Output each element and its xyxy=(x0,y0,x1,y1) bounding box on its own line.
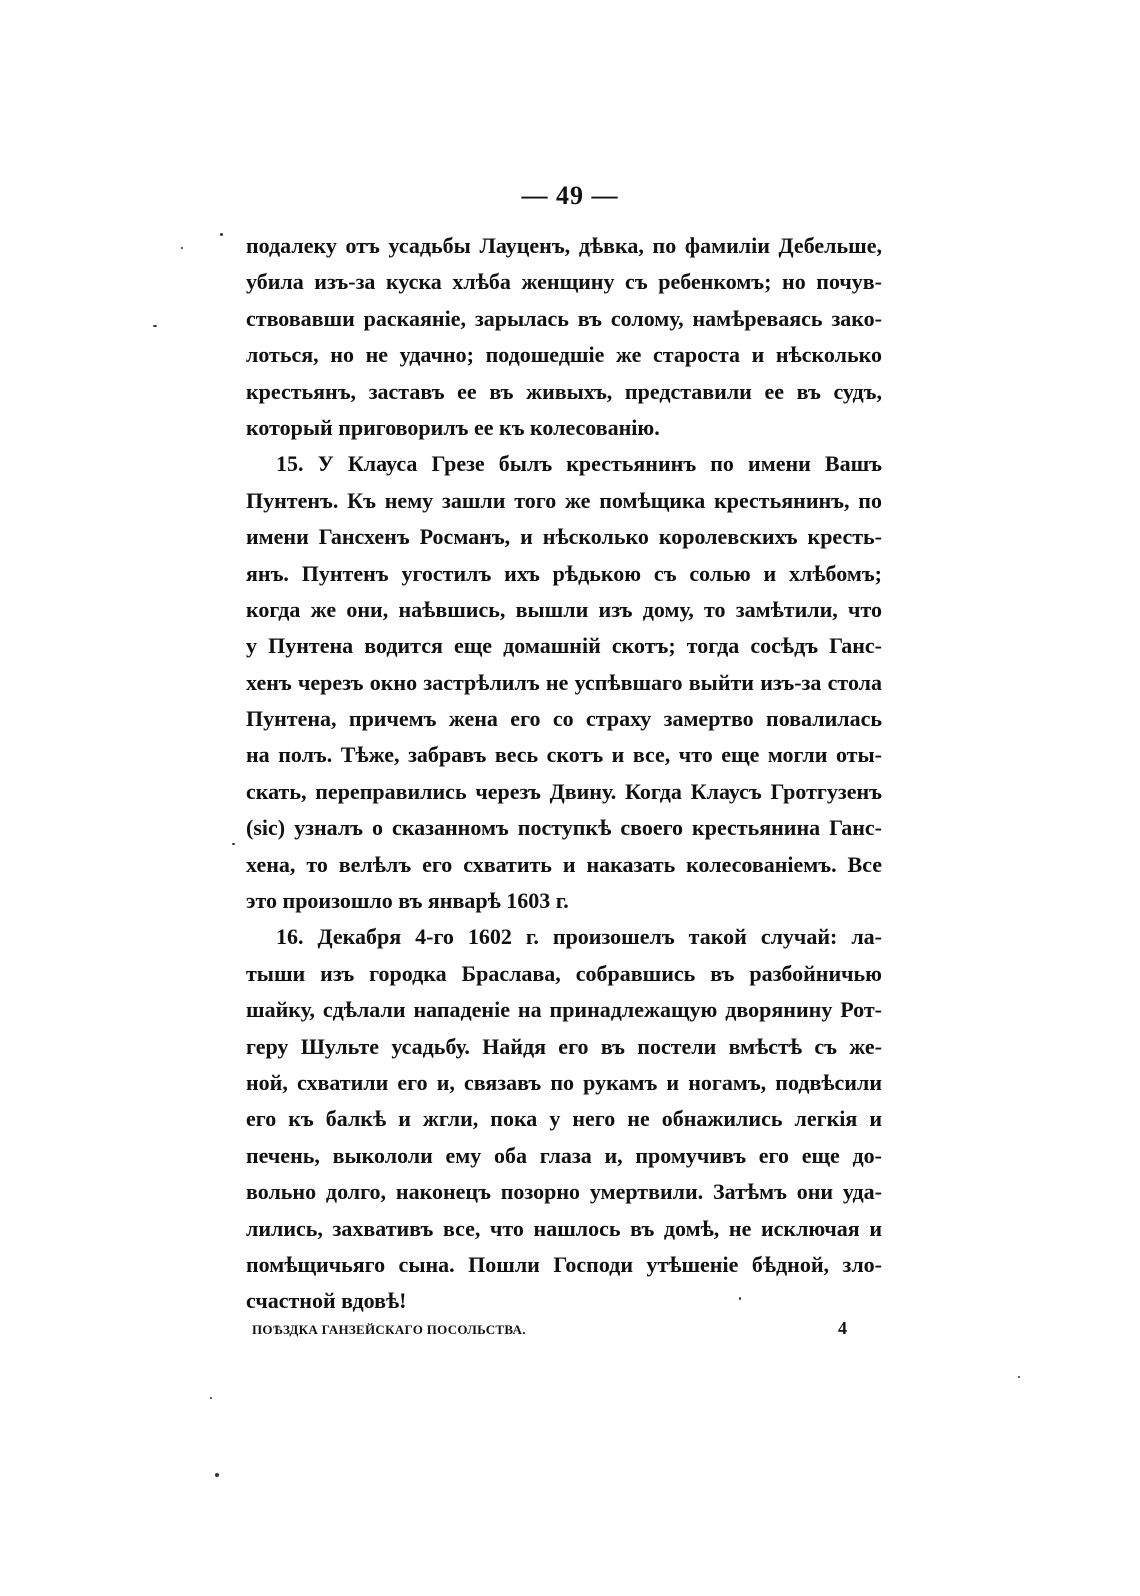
text-line: это произошло въ январѣ 1603 г. xyxy=(246,888,569,914)
scan-speck xyxy=(220,233,223,236)
text-line: геру Шульте усадьбу. Найдя его въ постели вмѣстѣ съ же- xyxy=(246,1033,882,1059)
text-line: лились, захвативъ все, что нашлось въ домѣ, не исключая и xyxy=(246,1215,882,1241)
running-footer-title: ПОѢЗДКА ГАНЗЕЙСКАГО ПОСОЛЬСТВА. xyxy=(252,1322,526,1337)
text-line: имени Гансхенъ Росманъ, и нѣсколько королевскихъ кресть- xyxy=(246,524,882,550)
scan-speck xyxy=(215,1473,219,1477)
text-line: янъ. Пунтенъ угостилъ ихъ рѣдькою съ солью и хлѣбомъ; xyxy=(246,560,882,586)
text-line: 16. Декабря 4-го 1602 г. произошелъ такой случай: ла- xyxy=(276,924,882,950)
scan-speck xyxy=(739,1297,741,1300)
text-line: его къ балкѣ и жгли, пока у него не обнажились легкія и xyxy=(246,1106,882,1132)
text-line: крестьянъ, заставъ ее въ живыхъ, представили ее въ судъ, xyxy=(246,378,882,404)
text-line: хенъ черезъ окно застрѣлилъ не успѣвшаго выйти изъ-за стола xyxy=(246,669,882,695)
scan-speck xyxy=(232,843,235,845)
text-line: Пунтена, причемъ жена его со страху замертво повалилась xyxy=(246,706,882,732)
text-line: вольно долго, наконецъ позорно умертвили. Затѣмъ они уда- xyxy=(246,1179,882,1205)
text-line: печень, выкололи ему оба глаза и, промучивъ его еще до- xyxy=(246,1142,882,1168)
text-line: тыши изъ городка Браслава, собравшись въ разбойничью xyxy=(246,960,882,986)
text-line: (sic) узналъ о сказанномъ поступкѣ своего крестьянина Ганс- xyxy=(246,815,882,841)
text-line: когда же они, наѣвшись, вышли изъ дому, то замѣтили, что xyxy=(246,596,882,622)
text-line: хена, то велѣлъ его схватить и наказать колесованіемъ. Все xyxy=(246,851,882,877)
text-line: подалеку отъ усадьбы Лауценъ, дѣвка, по фамиліи Дебельше, xyxy=(246,233,882,258)
scan-speck xyxy=(210,1397,212,1399)
paragraph xyxy=(246,446,882,919)
text-line: ной, схватили его и, связавъ по рукамъ и ногамъ, подвѣсили xyxy=(246,1069,882,1095)
scan-speck xyxy=(181,247,183,249)
text-line: убила изъ-за куска хлѣба женщину съ ребенкомъ; но почув- xyxy=(246,269,882,295)
text-line: 15. У Клауса Грезе былъ крестьянинъ по имени Вашъ xyxy=(276,451,882,477)
text-line: который приговорилъ ее къ колесованію. xyxy=(246,414,660,440)
text-line: Пунтенъ. Къ нему зашли того же помѣщика крестьянинъ, по xyxy=(246,487,882,513)
text-line: у Пунтена водится еще домашній скотъ; тогда сосѣдъ Ганс- xyxy=(246,633,882,659)
paragraph xyxy=(246,228,882,446)
text-line: скать, переправились черезъ Двину. Когда Клаусъ Гротгузенъ xyxy=(246,778,882,804)
text-line: лоться, но не удачно; подошедшіе же староста и нѣсколько xyxy=(246,342,882,368)
scan-speck xyxy=(1018,1376,1020,1378)
text-line: шайку, сдѣлали нападеніе на принадлежащую дворянину Рот- xyxy=(246,997,882,1023)
signature-mark: 4 xyxy=(838,1318,847,1338)
body-text xyxy=(246,228,882,1320)
scan-speck xyxy=(153,325,157,327)
text-line: на полъ. Тѣже, забравъ весь скотъ и все, что еще могли оты- xyxy=(246,742,882,768)
paragraph xyxy=(246,919,882,1319)
text-line: помѣщичьяго сына. Пошли Господи утѣшеніе бѣдной, зло- xyxy=(246,1251,882,1277)
text-line: ствовавши раскаяніе, зарылась въ солому, намѣреваясь зако- xyxy=(246,305,882,331)
text-line: счастной вдовѣ! xyxy=(246,1288,407,1314)
page-number: — 49 — xyxy=(521,181,619,210)
